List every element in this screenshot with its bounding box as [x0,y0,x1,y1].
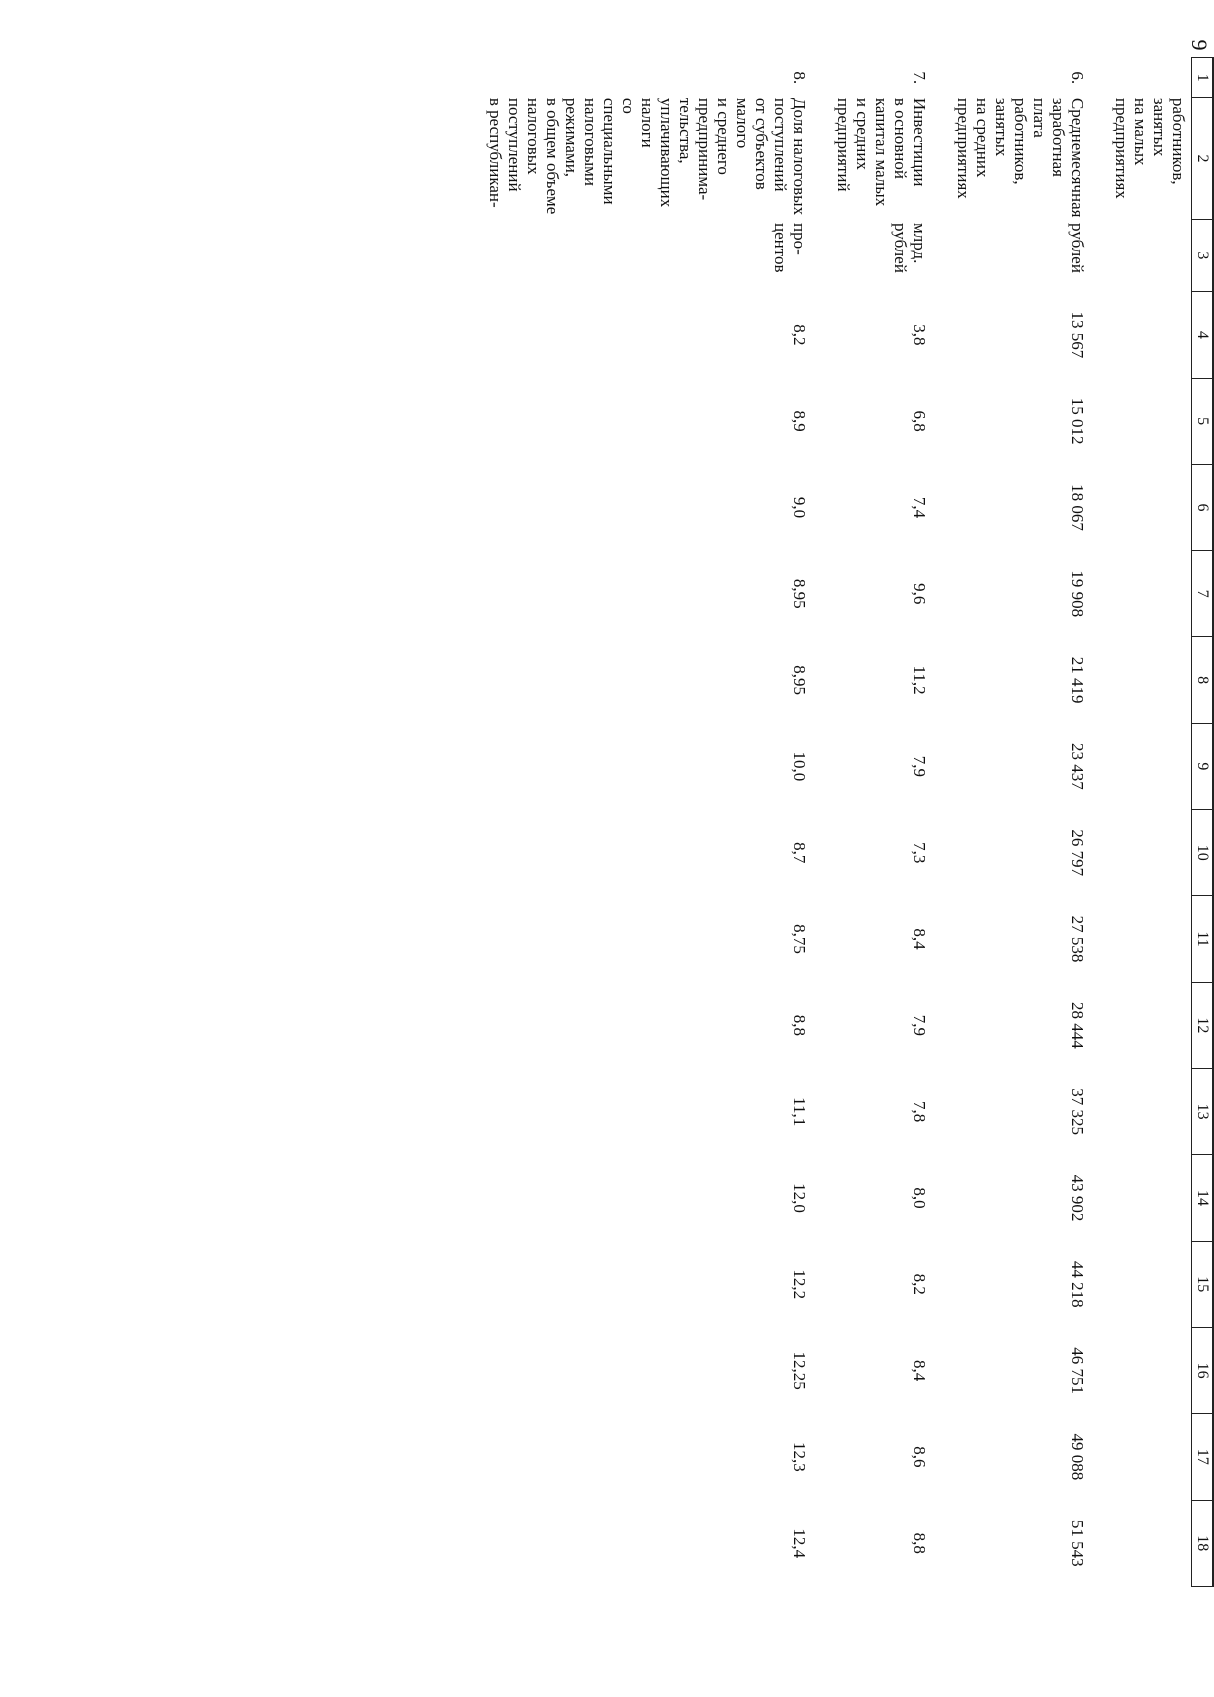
unit-line: рублей [891,223,910,273]
indicator-name [834,98,932,219]
value-cell: 19 908 [1068,570,1087,618]
indicator-line: плата [1030,97,1049,138]
value-cell: 8,0 [910,1187,929,1209]
header-cell: 7 [1192,551,1214,637]
header-cell: 17 [1192,1414,1214,1500]
row-number: 7. [910,71,929,85]
header-cell: 3 [1192,219,1214,292]
indicators-table [486,57,1214,1587]
value-cell: 8,6 [910,1446,929,1468]
indicator-line: налоговыми [581,97,600,187]
indicator-line: Среднемесячная [1068,97,1087,218]
table-row-continuation [1112,58,1192,1587]
indicator-line: предприятий [834,97,853,192]
unit-line: рублей [1068,223,1087,273]
header-cell: 11 [1192,896,1214,982]
value-cell: 28 444 [1068,1001,1087,1049]
value-cell: 8,8 [910,1532,929,1554]
value-cell: 8,4 [910,1359,929,1382]
indicator-line: налоги [638,97,657,148]
value-cell: 27 538 [1068,915,1087,963]
value-cell: 49 088 [1068,1433,1087,1481]
value-cell: 15 012 [1068,397,1087,445]
value-cell: 26 797 [1068,829,1087,877]
indicator-line: в республикан- [486,97,505,208]
indicator-line: предприятиях [954,97,973,199]
indicator-line: капитал малых [872,97,891,207]
value-cell: 8,75 [790,924,809,954]
value-cell: 18 067 [1068,484,1087,531]
value-cell: 8,4 [910,928,929,950]
value-cell: 12,25 [790,1351,809,1390]
unit-of-measure [954,219,1090,292]
indicator-line: в основной [891,97,910,179]
page-number: 9 [1187,39,1212,51]
value-cell: 37 325 [1068,1088,1087,1136]
value-cell: 51 543 [1068,1519,1087,1567]
value-cell: 8,95 [790,665,809,695]
unit-of-measure [486,219,812,292]
value-cell: 23 437 [1068,743,1087,790]
value-cell: 9,6 [910,583,929,605]
column-number-header [1192,58,1214,1587]
indicator-line: Доля налоговых [790,97,809,216]
unit-line: про- [790,223,809,255]
value-cell: 7,3 [910,842,929,864]
value-cell: 8,2 [910,1273,929,1295]
header-cell: 16 [1192,1327,1214,1413]
indicator-line: поступлений [505,97,524,192]
value-cell: 21 419 [1068,656,1087,704]
header-cell: 1 [1192,58,1214,98]
header-cell: 8 [1192,637,1214,723]
value-cell: 44 218 [1068,1260,1087,1308]
value-cell: 8,2 [790,324,809,346]
value-cell: 12,4 [790,1528,809,1559]
table-row [834,58,932,1587]
value-cell: 3,8 [910,324,929,346]
indicator-line: поступлений [771,97,790,192]
value-cell: 8,95 [790,578,809,609]
indicator-line: специальными [600,97,619,205]
rotated-page-content [204,57,1214,1587]
header-cell: 4 [1192,292,1214,378]
header-cell: 10 [1192,810,1214,896]
indicator-line: предпринима- [695,97,714,201]
indicator-line: от субъектов [752,97,771,190]
row-number: 6. [1068,71,1087,85]
indicator-line: занятых [992,97,1011,157]
header-cell: 5 [1192,378,1214,464]
indicator-line: тельства, [676,97,695,164]
row-number: 8. [790,71,809,85]
header-cell: 2 [1192,98,1214,219]
indicator-name [954,98,1090,219]
header-cell: 6 [1192,464,1214,550]
value-cell: 12,3 [790,1442,809,1472]
header-cell: 13 [1192,1069,1214,1155]
indicator-line: на средних [973,97,992,178]
indicator-line: заработная [1049,97,1068,177]
indicator-line: работников, [1169,97,1188,185]
value-cell: 12,0 [790,1183,809,1213]
value-cell: 8,9 [790,410,809,432]
header-cell: 12 [1192,982,1214,1068]
indicator-line: уплачивающих [657,97,676,208]
value-cell: 11,2 [910,665,929,695]
header-cell: 14 [1192,1155,1214,1241]
value-cell: 43 902 [1068,1174,1087,1222]
indicator-line: на малых [1131,97,1150,166]
indicator-line: малого [733,97,752,149]
value-cell: 11,1 [790,1097,809,1127]
value-cell: 7,4 [910,496,929,519]
header-cell: 9 [1192,723,1214,809]
value-cell: 7,9 [910,1014,929,1036]
table-row [486,58,812,1587]
value-cell: 13 567 [1068,311,1087,359]
indicator-line: режимами, [562,97,581,178]
value-cell: 7,8 [910,1101,929,1123]
indicator-line: занятых [1150,97,1169,157]
indicator-name [486,98,812,219]
indicator-line: работников, [1011,97,1030,185]
value-cell: 8,8 [790,1014,809,1036]
unit-line: центов [771,223,790,273]
unit-of-measure [834,219,932,292]
indicator-line: со [619,97,638,114]
value-cell: 7,9 [910,755,929,778]
value-cell: 46 751 [1068,1347,1087,1394]
indicator-line: предприятиях [1112,97,1131,199]
unit-line: млрд. [910,223,929,264]
indicator-line: и среднего [714,97,733,175]
indicator-line: и средних [853,97,872,170]
value-cell: 8,7 [790,842,809,864]
indicator-name [1112,98,1192,292]
indicator-line: в общем объеме [543,97,562,215]
indicator-line: Инвестиции [910,97,929,187]
header-cell: 18 [1192,1500,1214,1586]
table-row [954,58,1090,1587]
value-cell: 10,0 [790,751,809,782]
value-cell: 12,2 [790,1269,809,1300]
value-cell: 9,0 [790,496,809,519]
indicator-line: налоговых [524,97,543,175]
header-cell: 15 [1192,1241,1214,1327]
value-cell: 6,8 [910,410,929,432]
